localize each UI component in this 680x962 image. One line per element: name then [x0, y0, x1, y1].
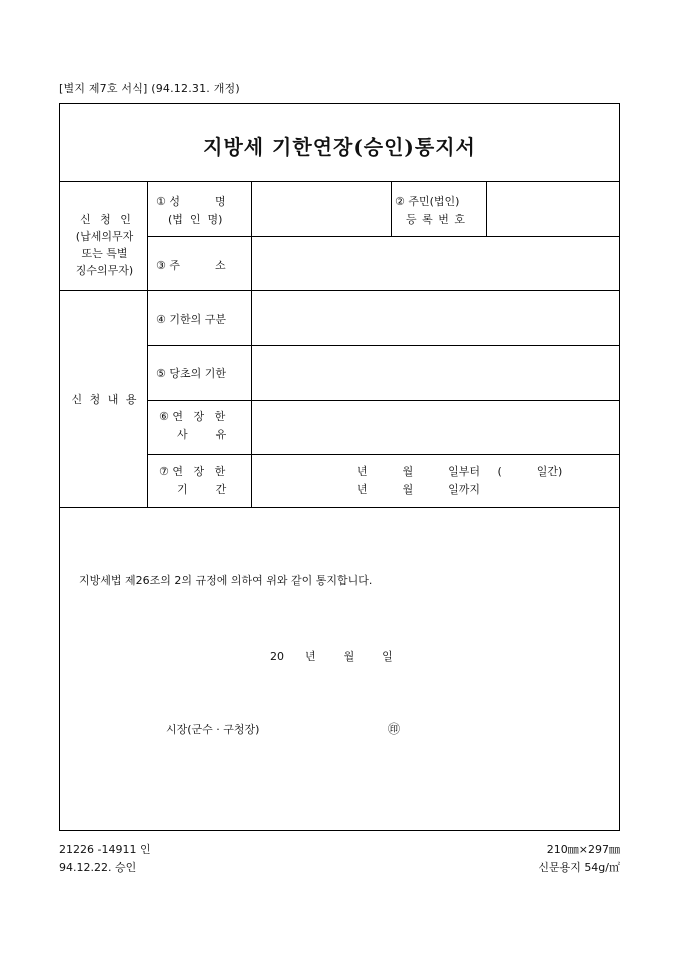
corporate-name-label: (법 인 명)	[168, 213, 223, 226]
extension-period-label: ⑦ 연 장 한	[159, 465, 226, 478]
registration-number-label: 등 록 번 호	[406, 213, 466, 226]
period-from-line: 년 월 일부터 ( 일간)	[357, 465, 563, 478]
extension-reason-label: 사 유	[177, 428, 227, 441]
registration-number-field[interactable]	[487, 182, 618, 236]
applicant-section-label: 또는 특별	[81, 247, 128, 260]
request-section-label: 신 청 내 용	[71, 393, 139, 406]
approval-number: 21226 -14911 인	[59, 843, 151, 856]
seal-mark: ㊞	[388, 722, 401, 736]
name-value-field[interactable]	[252, 182, 390, 236]
period-to-line: 년 월 일까지	[357, 483, 481, 496]
form-number-header: [별지 제7호 서식] (94.12.31. 개정)	[59, 82, 240, 95]
applicant-section-label: (납세의무자	[75, 230, 134, 243]
applicant-section-label: 신 청 인	[80, 213, 134, 226]
extension-reason-field[interactable]	[252, 401, 618, 454]
signer-title: 시장(군수 · 구청장)	[166, 723, 260, 736]
notice-form	[59, 103, 620, 831]
section-divider	[60, 507, 619, 508]
row-divider	[147, 454, 619, 455]
extension-period-label: 기 간	[177, 483, 227, 496]
address-label: ③ 주 소	[156, 259, 226, 272]
extension-reason-label: ⑥ 연 장 한	[159, 410, 226, 423]
deadline-type-label: ④ 기한의 구분	[156, 313, 226, 326]
notice-date: 20 년 월 일	[270, 650, 393, 663]
registration-number-label: ② 주민(법인)	[395, 195, 460, 208]
applicant-section-label: 징수의무자)	[75, 264, 134, 277]
column-divider	[147, 181, 148, 508]
original-deadline-field[interactable]	[252, 346, 618, 400]
paper-size: 210㎜×297㎜	[546, 843, 620, 856]
paper-type: 신문용지 54g/㎡	[538, 861, 620, 874]
form-title: 지방세 기한연장(승인)통지서	[203, 135, 476, 159]
notice-statement: 지방세법 제26조의 2의 규정에 의하여 위와 같이 통지합니다.	[79, 574, 373, 587]
approval-date: 94.12.22. 승인	[59, 861, 137, 874]
name-label: ① 성 명	[156, 195, 226, 208]
column-divider	[391, 181, 392, 236]
deadline-type-field[interactable]	[252, 291, 618, 345]
original-deadline-label: ⑤ 당초의 기한	[156, 367, 226, 380]
address-field[interactable]	[252, 237, 618, 290]
